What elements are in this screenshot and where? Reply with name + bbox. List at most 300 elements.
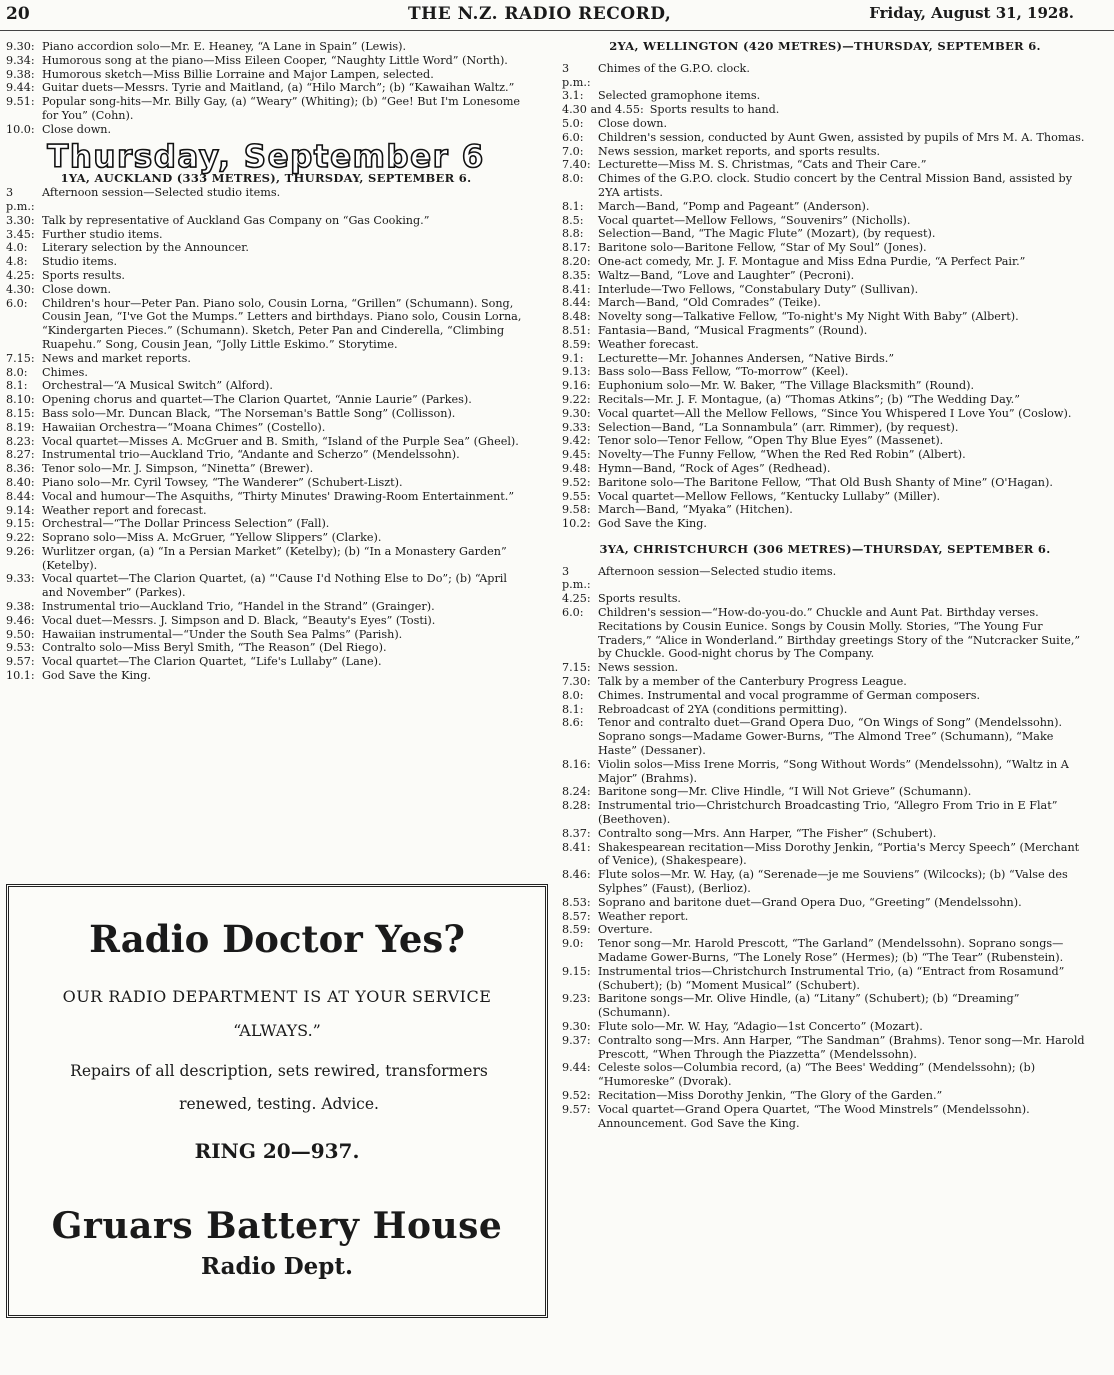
programme-text: Baritone solo—Baritone Fellow, “Star of My Soul” (Jones). [598, 241, 927, 255]
programme-item [6, 531, 526, 545]
programme-item [562, 1089, 1088, 1103]
programme-time: 9.22: [6, 531, 35, 545]
programme-text: Close down. [42, 282, 112, 296]
programme-time: 5.0: [562, 116, 584, 130]
ad-department: Radio Dept. [200, 1253, 353, 1280]
programme-time: 10.0: [6, 122, 35, 136]
programme-text: Opening chorus and quartet—The Clarion Quartet, “Annie Laurie” (Parkes). [42, 393, 472, 407]
programme-item [6, 448, 526, 462]
programme-text: Weather forecast. [598, 337, 699, 351]
programme-text: Humorous sketch—Miss Billie Lorraine and Major Lampen, selected. [42, 67, 434, 81]
programme-item [562, 841, 1088, 869]
programme-text: Recitation—Miss Dorothy Jenkin, “The Glory of the Garden.” [598, 1088, 943, 1102]
programme-time: 7.15: [562, 661, 591, 675]
page-number: 20 [6, 4, 30, 24]
programme-item [562, 675, 1088, 689]
programme-item [562, 365, 1088, 379]
programme-time: 4.30: [6, 282, 35, 296]
programme-text: God Save the King. [598, 517, 707, 531]
programme-item [6, 214, 526, 228]
programme-time: 9.44: [562, 1061, 591, 1075]
programme-text: Talk by representative of Auckland Gas Company on “Gas Cooking.” [42, 213, 430, 227]
programme-time: 8.35: [562, 268, 591, 282]
programme-time: 4.30 and 4.55: [562, 103, 644, 117]
programme-time: 8.46: [562, 868, 591, 882]
programme-item [6, 352, 526, 366]
programme-item [562, 407, 1088, 421]
programme-time: 8.37: [562, 826, 591, 840]
programme-time: 9.15: [6, 517, 35, 531]
programme-time: 9.1: [562, 351, 584, 365]
programme-item [6, 504, 526, 518]
programme-item [6, 517, 526, 531]
programme-text: Orchestral—“The Dollar Princess Selection” (Fall). [42, 517, 330, 531]
programme-time: 8.1: [562, 199, 584, 213]
programme-item [6, 186, 526, 214]
programme-text: Close down. [598, 116, 668, 130]
programme-item [562, 283, 1088, 297]
programme-item [6, 241, 526, 255]
programme-time: 4.25: [562, 592, 591, 606]
programme-item [562, 868, 1088, 896]
programme-text: Flute solos—Mr. W. Hay, (a) “Serenade—je me Souviens” (Wilcocks); (b) “Valse des Sylphes” (Faust), (Berlioz). [598, 868, 1068, 896]
programme-time: 9.15: [562, 964, 591, 978]
programme-item [6, 283, 526, 297]
programme-time: 9.48: [562, 461, 591, 475]
programme-item [562, 145, 1088, 159]
programme-text: Overture. [598, 923, 653, 937]
programme-item [562, 517, 1088, 531]
programme-text: Interlude—Two Fellows, “Constabulary Duty” (Sullivan). [598, 282, 919, 296]
ad-always: “ALWAYS.” [233, 1021, 321, 1040]
programme-item [562, 269, 1088, 283]
programme-time: 6.0: [6, 296, 28, 310]
programme-item [562, 565, 1088, 593]
programme-text: March—Band, “Myaka” (Hitchen). [598, 503, 793, 517]
programme-text: Shakespearean recitation—Miss Dorothy Jenkin, “Portia's Mercy Speech” (Merchant of Venice), (Shakespeare). [598, 840, 1080, 868]
programme-item [6, 572, 526, 600]
programme-time: 8.51: [562, 323, 591, 337]
programme-item [6, 269, 526, 283]
programme-item [562, 661, 1088, 675]
ad-company-name: Gruars Battery House [51, 1205, 503, 1247]
programme-text: Talk by a member of the Canterbury Progress League. [598, 675, 907, 689]
programme-time: 7.30: [562, 675, 591, 689]
programme-text: Piano accordion solo—Mr. E. Heaney, “A Lane in Spain” (Lewis). [42, 40, 407, 53]
programme-item [562, 103, 1088, 117]
programme-item [562, 606, 1088, 661]
programme-time: 8.0: [6, 365, 28, 379]
programme-text: Bass solo—Mr. Duncan Black, “The Norseman's Battle Song” (Collisson). [42, 406, 456, 420]
programme-item [562, 214, 1088, 228]
programme-text: Soprano solo—Miss A. McGruer, “Yellow Slippers” (Clarke). [42, 531, 382, 545]
programme-time: 8.44: [562, 296, 591, 310]
programme-time: 3 p.m.: [6, 186, 35, 213]
programme-item [6, 54, 526, 68]
programme-item [562, 421, 1088, 435]
programme-time: 9.33: [6, 572, 35, 586]
programme-item [6, 297, 526, 352]
programme-time: 3.30: [6, 213, 35, 227]
programme-text: God Save the King. [42, 669, 151, 683]
programme-item [6, 123, 526, 137]
programme-text: Tenor solo—Mr. J. Simpson, “Ninetta” (Brewer). [42, 462, 314, 476]
right-column [562, 40, 1088, 1130]
programme-time: 8.17: [562, 241, 591, 255]
station-title-1ya: 1YA, AUCKLAND (333 METRES), THURSDAY, SEPTEMBER 6. [60, 171, 472, 186]
programme-time: 9.46: [6, 613, 35, 627]
programme-time: 8.41: [562, 282, 591, 296]
programme-text: Tenor song—Mr. Harold Prescott, “The Garland” (Mendelssohn). Soprano songs—Madame Gower-Burns, “The Lonely Rose” (Hermes); (b) “The Tear” (Rubenstein). [598, 937, 1064, 964]
programme-time: 4.25: [6, 268, 35, 282]
programme-text: Literary selection by the Announcer. [42, 241, 249, 255]
programme-text: Chimes. Instrumental and vocal programme of German composers. [598, 688, 981, 702]
programme-item [562, 310, 1088, 324]
programme-item [562, 338, 1088, 352]
programme-text: Violin solos—Miss Irene Morris, “Song Without Words” (Mendelssohn), “Waltz in A Major” (Brahms). [598, 757, 1069, 785]
station-title-3ya: 3YA, CHRISTCHURCH (306 METRES)—THURSDAY, SEPTEMBER 6. [599, 541, 1051, 556]
programme-time: 9.42: [562, 434, 591, 448]
programme-item [6, 407, 526, 421]
ad-headline: Radio Doctor Yes? [89, 917, 465, 961]
programme-time: 9.13: [562, 365, 591, 379]
programme-item [6, 40, 526, 54]
advertisement [6, 884, 548, 1318]
programme-time: 8.23: [6, 434, 35, 448]
programme-item [6, 393, 526, 407]
programme-item [562, 462, 1088, 476]
programme-time: 9.57: [562, 1102, 591, 1116]
programme-item [562, 1020, 1088, 1034]
programme-item [562, 296, 1088, 310]
programme-text: Afternoon session—Selected studio items. [42, 186, 281, 200]
programme-text: Chimes of the G.P.O. clock. [598, 61, 750, 75]
programme-text: Novelty—The Funny Fellow, “When the Red Red Robin” (Albert). [598, 448, 966, 462]
programme-text: Instrumental trios—Christchurch Instrumental Trio, (a) “Entract from Rosamund” (Schubert); (b) “Moment Musical” (Schubert). [598, 964, 1065, 992]
programme-text: Guitar duets—Messrs. Tyrie and Maitland, (a) “Hilo March”; (b) “Kawaihan Waltz.” [42, 81, 515, 95]
programme-time: 9.30: [6, 40, 35, 53]
programme-item [562, 89, 1088, 103]
programme-item [562, 131, 1088, 145]
programme-item [562, 799, 1088, 827]
programme-item [562, 117, 1088, 131]
programme-time: 9.55: [562, 489, 591, 503]
programme-item [562, 434, 1088, 448]
programme-item [562, 965, 1088, 993]
programme-time: 8.1: [6, 379, 28, 393]
programme-time: 9.45: [562, 448, 591, 462]
programme-time: 3.1: [562, 89, 584, 103]
programme-time: 9.0: [562, 937, 584, 951]
programme-text: Orchestral—“A Musical Switch” (Alford). [42, 379, 273, 393]
programme-item [562, 379, 1088, 393]
programme-item [562, 490, 1088, 504]
ad-phone: RING 20—937. [194, 1139, 360, 1163]
programme-time: 9.58: [562, 503, 591, 517]
programme-text: Further studio items. [42, 227, 163, 241]
programme-time: 9.52: [562, 1088, 591, 1102]
programme-item [6, 95, 526, 123]
programme-text: Vocal quartet—Grand Opera Quartet, “The Wood Minstrels” (Mendelssohn). Announcement. God Save the King. [598, 1102, 1030, 1130]
programme-time: 8.19: [6, 420, 35, 434]
programme-text: Children's session, conducted by Aunt Gwen, assisted by pupils of Mrs M. A. Thomas. [598, 130, 1085, 144]
page-header [0, 0, 1114, 31]
programme-item [562, 62, 1088, 90]
programme-text: Bass solo—Bass Fellow, “To-morrow” (Keel). [598, 365, 849, 379]
programme-text: Vocal and humour—The Asquiths, “Thirty Minutes' Drawing-Room Entertainment.” [42, 489, 515, 503]
ad-service-line: OUR RADIO DEPARTMENT IS AT YOUR SERVICE [62, 987, 492, 1006]
programme-text: Close down. [42, 122, 112, 136]
programme-time: 9.33: [562, 420, 591, 434]
programme-item [562, 923, 1088, 937]
day-heading: Thursday, September 6 [47, 138, 485, 175]
programme-item [6, 366, 526, 380]
programme-time: 9.50: [6, 627, 35, 641]
programme-list-3ya [562, 565, 1088, 1131]
programme-text: Flute solo—Mr. W. Hay, “Adagio—1st Concerto” (Mozart). [598, 1019, 923, 1033]
programme-item [6, 379, 526, 393]
programme-time: 10.2: [562, 517, 591, 531]
programme-item [562, 689, 1088, 703]
programme-text: Instrumental trio—Auckland Trio, “Handel in the Strand” (Grainger). [42, 600, 435, 614]
programme-time: 8.27: [6, 448, 35, 462]
programme-text: News and market reports. [42, 351, 191, 365]
programme-time: 9.30: [562, 406, 591, 420]
programme-time: 9.53: [6, 641, 35, 655]
programme-text: Contralto solo—Miss Beryl Smith, “The Reason” (Del Riego). [42, 641, 387, 655]
programme-item [562, 785, 1088, 799]
programme-time: 3.45: [6, 227, 35, 241]
programme-time: 9.26: [6, 544, 35, 558]
programme-text: Vocal quartet—Mellow Fellows, “Kentucky Lullaby” (Miller). [598, 489, 941, 503]
programme-time: 9.34: [6, 53, 35, 67]
programme-time: 4.8: [6, 255, 28, 269]
programme-text: Vocal quartet—The Clarion Quartet, (a) “'Cause I'd Nothing Else to Do”; (b) “April and November” (Parkes). [42, 572, 507, 600]
programme-item [562, 172, 1088, 200]
programme-time: 9.44: [6, 81, 35, 95]
programme-text: News session, market reports, and sports results. [598, 144, 881, 158]
programme-time: 9.57: [6, 655, 35, 669]
issue-date: Friday, August 31, 1928. [869, 4, 1074, 22]
programme-item [562, 592, 1088, 606]
programme-text: Baritone song—Mr. Clive Hindle, “I Will Not Grieve” (Schumann). [598, 785, 972, 799]
programme-item [6, 435, 526, 449]
programme-item [562, 227, 1088, 241]
programme-item [562, 937, 1088, 965]
programme-item [562, 324, 1088, 338]
programme-item [6, 68, 526, 82]
programme-item [6, 462, 526, 476]
programme-list-1ya [6, 186, 526, 683]
programme-text: Chimes. [42, 365, 88, 379]
publication-title: THE N.Z. RADIO RECORD, [408, 4, 672, 24]
programme-item [562, 503, 1088, 517]
programme-item [562, 1103, 1088, 1131]
programme-text: Selected gramophone items. [598, 89, 761, 103]
programme-item [6, 600, 526, 614]
programme-item [562, 200, 1088, 214]
programme-time: 6.0: [562, 130, 584, 144]
programme-time: 8.1: [562, 702, 584, 716]
programme-text: Contralto song—Mrs. Ann Harper, “The Fisher” (Schubert). [598, 826, 937, 840]
programme-text: Humorous song at the piano—Miss Eileen Cooper, “Naughty Little Word” (North). [42, 53, 508, 67]
programme-text: Vocal duet—Messrs. J. Simpson and D. Black, “Beauty's Eyes” (Tosti). [42, 613, 436, 627]
programme-time: 7.15: [6, 351, 35, 365]
programme-time: 8.48: [562, 310, 591, 324]
programme-time: 8.59: [562, 337, 591, 351]
programme-item [6, 669, 526, 683]
programme-item [562, 393, 1088, 407]
programme-text: Hawaiian Orchestra—“Moana Chimes” (Costello). [42, 420, 326, 434]
programme-time: 9.52: [562, 475, 591, 489]
programme-time: 8.10: [6, 393, 35, 407]
programme-time: 8.6: [562, 716, 584, 730]
programme-text: Lecturette—Mr. Johannes Andersen, “Native Birds.” [598, 351, 895, 365]
programme-text: Euphonium solo—Mr. W. Baker, “The Village Blacksmith” (Round). [598, 379, 975, 393]
programme-text: Children's hour—Peter Pan. Piano solo, Cousin Lorna, “Grillen” (Schumann). Song, Cousin Jean, “I've Got the Mumps.” Letters and birthdays. Piano solo, Cousin Lorna, “Kindergarten Pieces.” (Schumann). Sketch, Peter Pan and Cinderella, “Climbing Ruapehu.” Song, Cousin Jean, “Jolly Little Eskimo.” Storytime. [42, 296, 522, 351]
programme-item [6, 641, 526, 655]
programme-text: News session. [598, 661, 679, 675]
programme-time: 9.16: [562, 379, 591, 393]
programme-text: Piano solo—Mr. Cyril Towsey, “The Wanderer” (Schubert-Liszt). [42, 475, 403, 489]
programme-time: 9.30: [562, 1019, 591, 1033]
programme-item [6, 490, 526, 504]
programme-time: 9.22: [562, 392, 591, 406]
programme-text: Vocal quartet—Misses A. McGruer and B. Smith, “Island of the Purple Sea” (Gheel). [42, 434, 519, 448]
programme-item [562, 1034, 1088, 1062]
programme-item [562, 910, 1088, 924]
programme-text: Fantasia—Band, “Musical Fragments” (Round). [598, 323, 868, 337]
programme-item [562, 992, 1088, 1020]
programme-text: Waltz—Band, “Love and Laughter” (Pecroni). [598, 268, 855, 282]
programme-list-2ya [562, 62, 1088, 531]
programme-item [6, 228, 526, 242]
programme-item [6, 255, 526, 269]
programme-text: Soprano and baritone duet—Grand Opera Duo, “Greeting” (Mendelssohn). [598, 895, 1022, 909]
programme-time: 4.0: [6, 241, 28, 255]
programme-time: 8.44: [6, 489, 35, 503]
programme-time: 9.51: [6, 95, 35, 109]
programme-text: One-act comedy, Mr. J. F. Montague and Miss Edna Purdie, “A Perfect Pair.” [598, 254, 1026, 268]
programme-text: Instrumental trio—Auckland Trio, “Andante and Scherzo” (Mendelssohn). [42, 448, 460, 462]
programme-time: 8.0: [562, 172, 584, 186]
programme-time: 8.57: [562, 909, 591, 923]
programme-text: Celeste solos—Columbia record, (a) “The Bees' Wedding” (Mendelssohn); (b) “Humoreske” (Dvorak). [598, 1061, 1036, 1089]
left-column [6, 40, 526, 683]
programme-item [562, 255, 1088, 269]
programme-time: 8.24: [562, 785, 591, 799]
programme-item [562, 1061, 1088, 1089]
programme-list-continued [6, 40, 526, 137]
programme-item [6, 655, 526, 669]
programme-time: 3 p.m.: [562, 564, 591, 592]
programme-time: 8.36: [6, 462, 35, 476]
programme-time: 9.38: [6, 67, 35, 81]
programme-time: 7.0: [562, 144, 584, 158]
programme-text: Chimes of the G.P.O. clock. Studio concert by the Central Mission Band, assisted by 2YA artists. [598, 172, 1073, 199]
programme-item [6, 421, 526, 435]
programme-text: Baritone solo—The Baritone Fellow, “That Old Bush Shanty of Mine” (O'Hagan). [598, 475, 1053, 489]
programme-text: March—Band, “Pomp and Pageant” (Anderson). [598, 199, 870, 213]
programme-text: Novelty song—Talkative Fellow, “To-night's My Night With Baby” (Albert). [598, 310, 1019, 324]
programme-item [562, 158, 1088, 172]
programme-text: Weather report. [598, 909, 689, 923]
programme-text: Sports results to hand. [649, 103, 780, 117]
programme-text: Baritone songs—Mr. Olive Hindle, (a) “Litany” (Schubert); (b) “Dreaming” (Schumann). [598, 992, 1020, 1020]
ad-repairs-text: Repairs of all description, sets rewired, transformers renewed, testing. Advice. [70, 1062, 488, 1113]
programme-time: 8.40: [6, 475, 35, 489]
programme-text: Studio items. [42, 255, 117, 269]
programme-text: Selection—Band, “La Sonnambula” (arr. Rimmer), (by request). [598, 420, 959, 434]
programme-item [562, 476, 1088, 490]
programme-item [562, 758, 1088, 786]
programme-time: 9.37: [562, 1033, 591, 1047]
programme-time: 8.8: [562, 227, 584, 241]
programme-text: Instrumental trio—Christchurch Broadcasting Trio, “Allegro From Trio in E Flat” (Beethoven). [598, 799, 1058, 827]
programme-item [6, 81, 526, 95]
programme-text: Afternoon session—Selected studio items. [598, 564, 837, 578]
programme-text: Recitals—Mr. J. F. Montague, (a) “Thomas Atkins”; (b) “The Wedding Day.” [598, 392, 1020, 406]
programme-time: 8.15: [6, 406, 35, 420]
programme-text: Weather report and forecast. [42, 503, 207, 517]
programme-text: Hawaiian instrumental—“Under the South Sea Palms” (Parish). [42, 627, 403, 641]
programme-text: Tenor solo—Tenor Fellow, “Open Thy Blue Eyes” (Massenet). [598, 434, 944, 448]
programme-item [562, 827, 1088, 841]
programme-item [6, 628, 526, 642]
programme-text: Vocal quartet—All the Mellow Fellows, “Since You Whispered I Love You” (Coslow). [598, 406, 1072, 420]
programme-text: Children's session—“How-do-you-do.” Chuckle and Aunt Pat. Birthday verses. Recitations by Cousin Eunice. Songs by Cousin Molly. Stories, “The Young Fur Traders,” “Alice in Wonderland.” Birthday greetings Story of the “Nutcracker Suite,” by Chuckle. Good-night chorus by The Company. [598, 606, 1081, 661]
programme-item [6, 545, 526, 573]
programme-item [562, 241, 1088, 255]
programme-time: 7.40: [562, 158, 591, 172]
programme-item [562, 448, 1088, 462]
programme-time: 8.28: [562, 799, 591, 813]
programme-text: Contralto song—Mrs. Ann Harper, “The Sandman” (Brahms). Tenor song—Mr. Harold Prescott, “When Through the Piazzetta” (Mendelssohn). [598, 1033, 1085, 1061]
programme-time: 8.41: [562, 840, 591, 854]
programme-item [6, 476, 526, 490]
programme-time: 9.14: [6, 503, 35, 517]
programme-time: 3 p.m.: [562, 61, 591, 89]
station-title-2ya: 2YA, WELLINGTON (420 METRES)—THURSDAY, SEPTEMBER 6. [609, 39, 1041, 53]
programme-text: Wurlitzer organ, (a) “In a Persian Market” (Ketelby); (b) “In a Monastery Garden” (Ketelby). [42, 544, 507, 572]
programme-text: Vocal quartet—The Clarion Quartet, “Life's Lullaby” (Lane). [42, 655, 382, 669]
programme-text: Rebroadcast of 2YA (conditions permitting). [598, 702, 848, 716]
programme-text: Selection—Band, “The Magic Flute” (Mozart), (by request). [598, 227, 936, 241]
programme-text: March—Band, “Old Comrades” (Teike). [598, 296, 821, 310]
programme-time: 10.1: [6, 669, 35, 683]
programme-item [6, 614, 526, 628]
programme-text: Hymn—Band, “Rock of Ages” (Redhead). [598, 461, 831, 475]
programme-item [562, 352, 1088, 366]
programme-time: 8.20: [562, 254, 591, 268]
programme-time: 6.0: [562, 606, 584, 620]
programme-time: 8.53: [562, 895, 591, 909]
programme-time: 8.59: [562, 923, 591, 937]
programme-text: Lecturette—Miss M. S. Christmas, “Cats and Their Care.” [598, 158, 927, 172]
programme-item [562, 716, 1088, 757]
programme-text: Sports results. [42, 268, 125, 282]
programme-time: 9.23: [562, 992, 591, 1006]
programme-time: 8.5: [562, 213, 584, 227]
programme-text: Tenor and contralto duet—Grand Opera Duo, “On Wings of Song” (Mendelssohn). Soprano songs—Madame Gower-Burns, “The Almond Tree” (Schumann), “Make Haste” (Dessaner). [598, 716, 1063, 758]
programme-item [562, 703, 1088, 717]
programme-item [562, 896, 1088, 910]
programme-time: 9.38: [6, 600, 35, 614]
programme-time: 8.0: [562, 688, 584, 702]
programme-text: Vocal quartet—Mellow Fellows, “Souvenirs” (Nicholls). [598, 213, 911, 227]
programme-text: Popular song-hits—Mr. Billy Gay, (a) “Weary” (Whiting); (b) “Gee! But I'm Lonesome for You” (Cohn). [42, 95, 521, 122]
programme-time: 8.16: [562, 757, 591, 771]
